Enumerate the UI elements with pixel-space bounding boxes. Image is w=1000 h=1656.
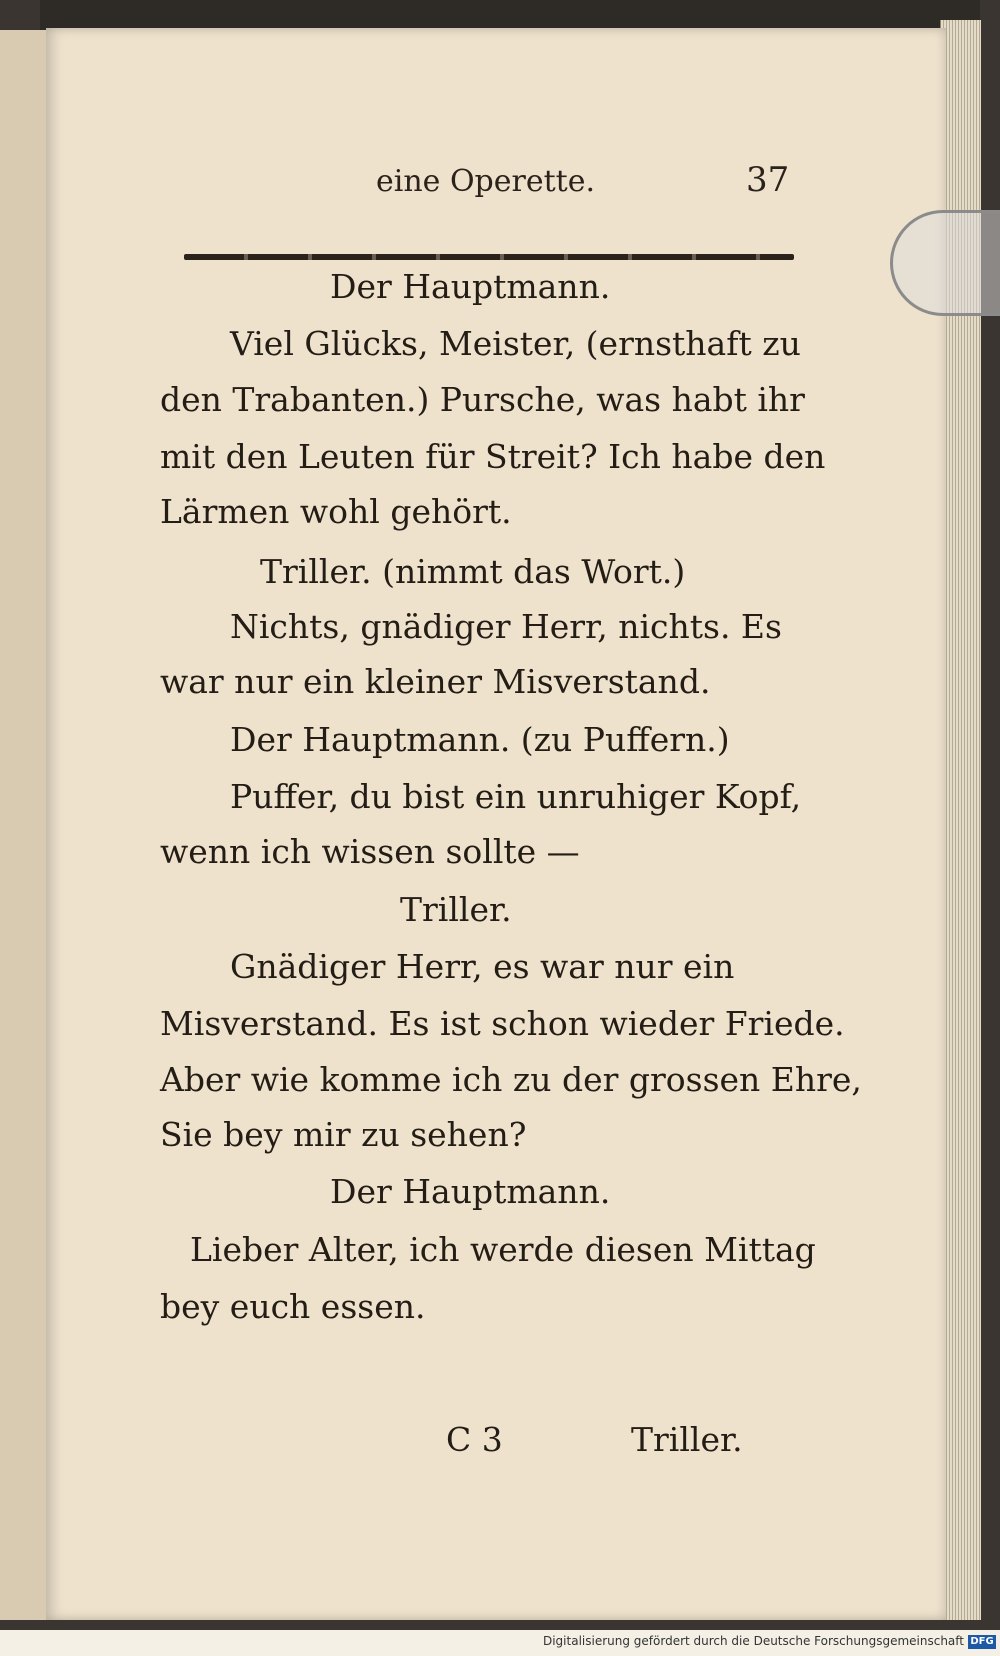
header-rule [184,254,794,260]
text-line: Der Hauptmann. [330,1172,611,1211]
text-line: Gnädiger Herr, es war nur ein [230,947,735,986]
text-line: Sie bey mir zu sehen? [160,1115,527,1154]
book-cover-left [0,30,48,1620]
book-page [46,28,946,1620]
text-line: Der Hauptmann. [330,267,611,306]
text-line: wenn ich wissen sollte — [160,832,580,871]
text-line: Lieber Alter, ich werde diesen Mittag [190,1230,816,1269]
signature-mark: C 3 [446,1420,503,1459]
text-line: den Trabanten.) Pursche, was habt ihr [160,380,805,419]
text-line: war nur ein kleiner Misverstand. [160,662,711,701]
book-cover-top [40,0,980,30]
page-clip-tab [890,210,1000,316]
running-header [46,148,946,208]
digitization-footer [0,1630,1000,1656]
text-line: Puffer, du bist ein unruhiger Kopf, [230,777,802,816]
text-line: Triller. (nimmt das Wort.) [260,552,686,591]
dfg-logo: DFG [968,1635,996,1649]
text-line: Viel Glücks, Meister, (ernsthaft zu [230,324,801,363]
text-line: Triller. [400,890,512,929]
page-number: 37 [746,160,790,200]
text-line: Nichts, gnädiger Herr, nichts. Es [230,607,782,646]
running-title: eine Operette. [376,164,596,199]
text-line: Misverstand. Es ist schon wieder Friede. [160,1004,845,1043]
funding-credit: Digitalisierung gefördert durch die Deutsche Forschungsgemeinschaft [542,1634,964,1648]
catchword: Triller. [631,1420,743,1459]
text-line: mit den Leuten für Streit? Ich habe den [160,437,826,476]
text-line: Der Hauptmann. (zu Puffern.) [230,720,730,759]
text-line: Aber wie komme ich zu der grossen Ehre, [160,1060,862,1099]
text-line: Lärmen wohl gehört. [160,492,512,531]
text-line: bey euch essen. [160,1287,426,1326]
